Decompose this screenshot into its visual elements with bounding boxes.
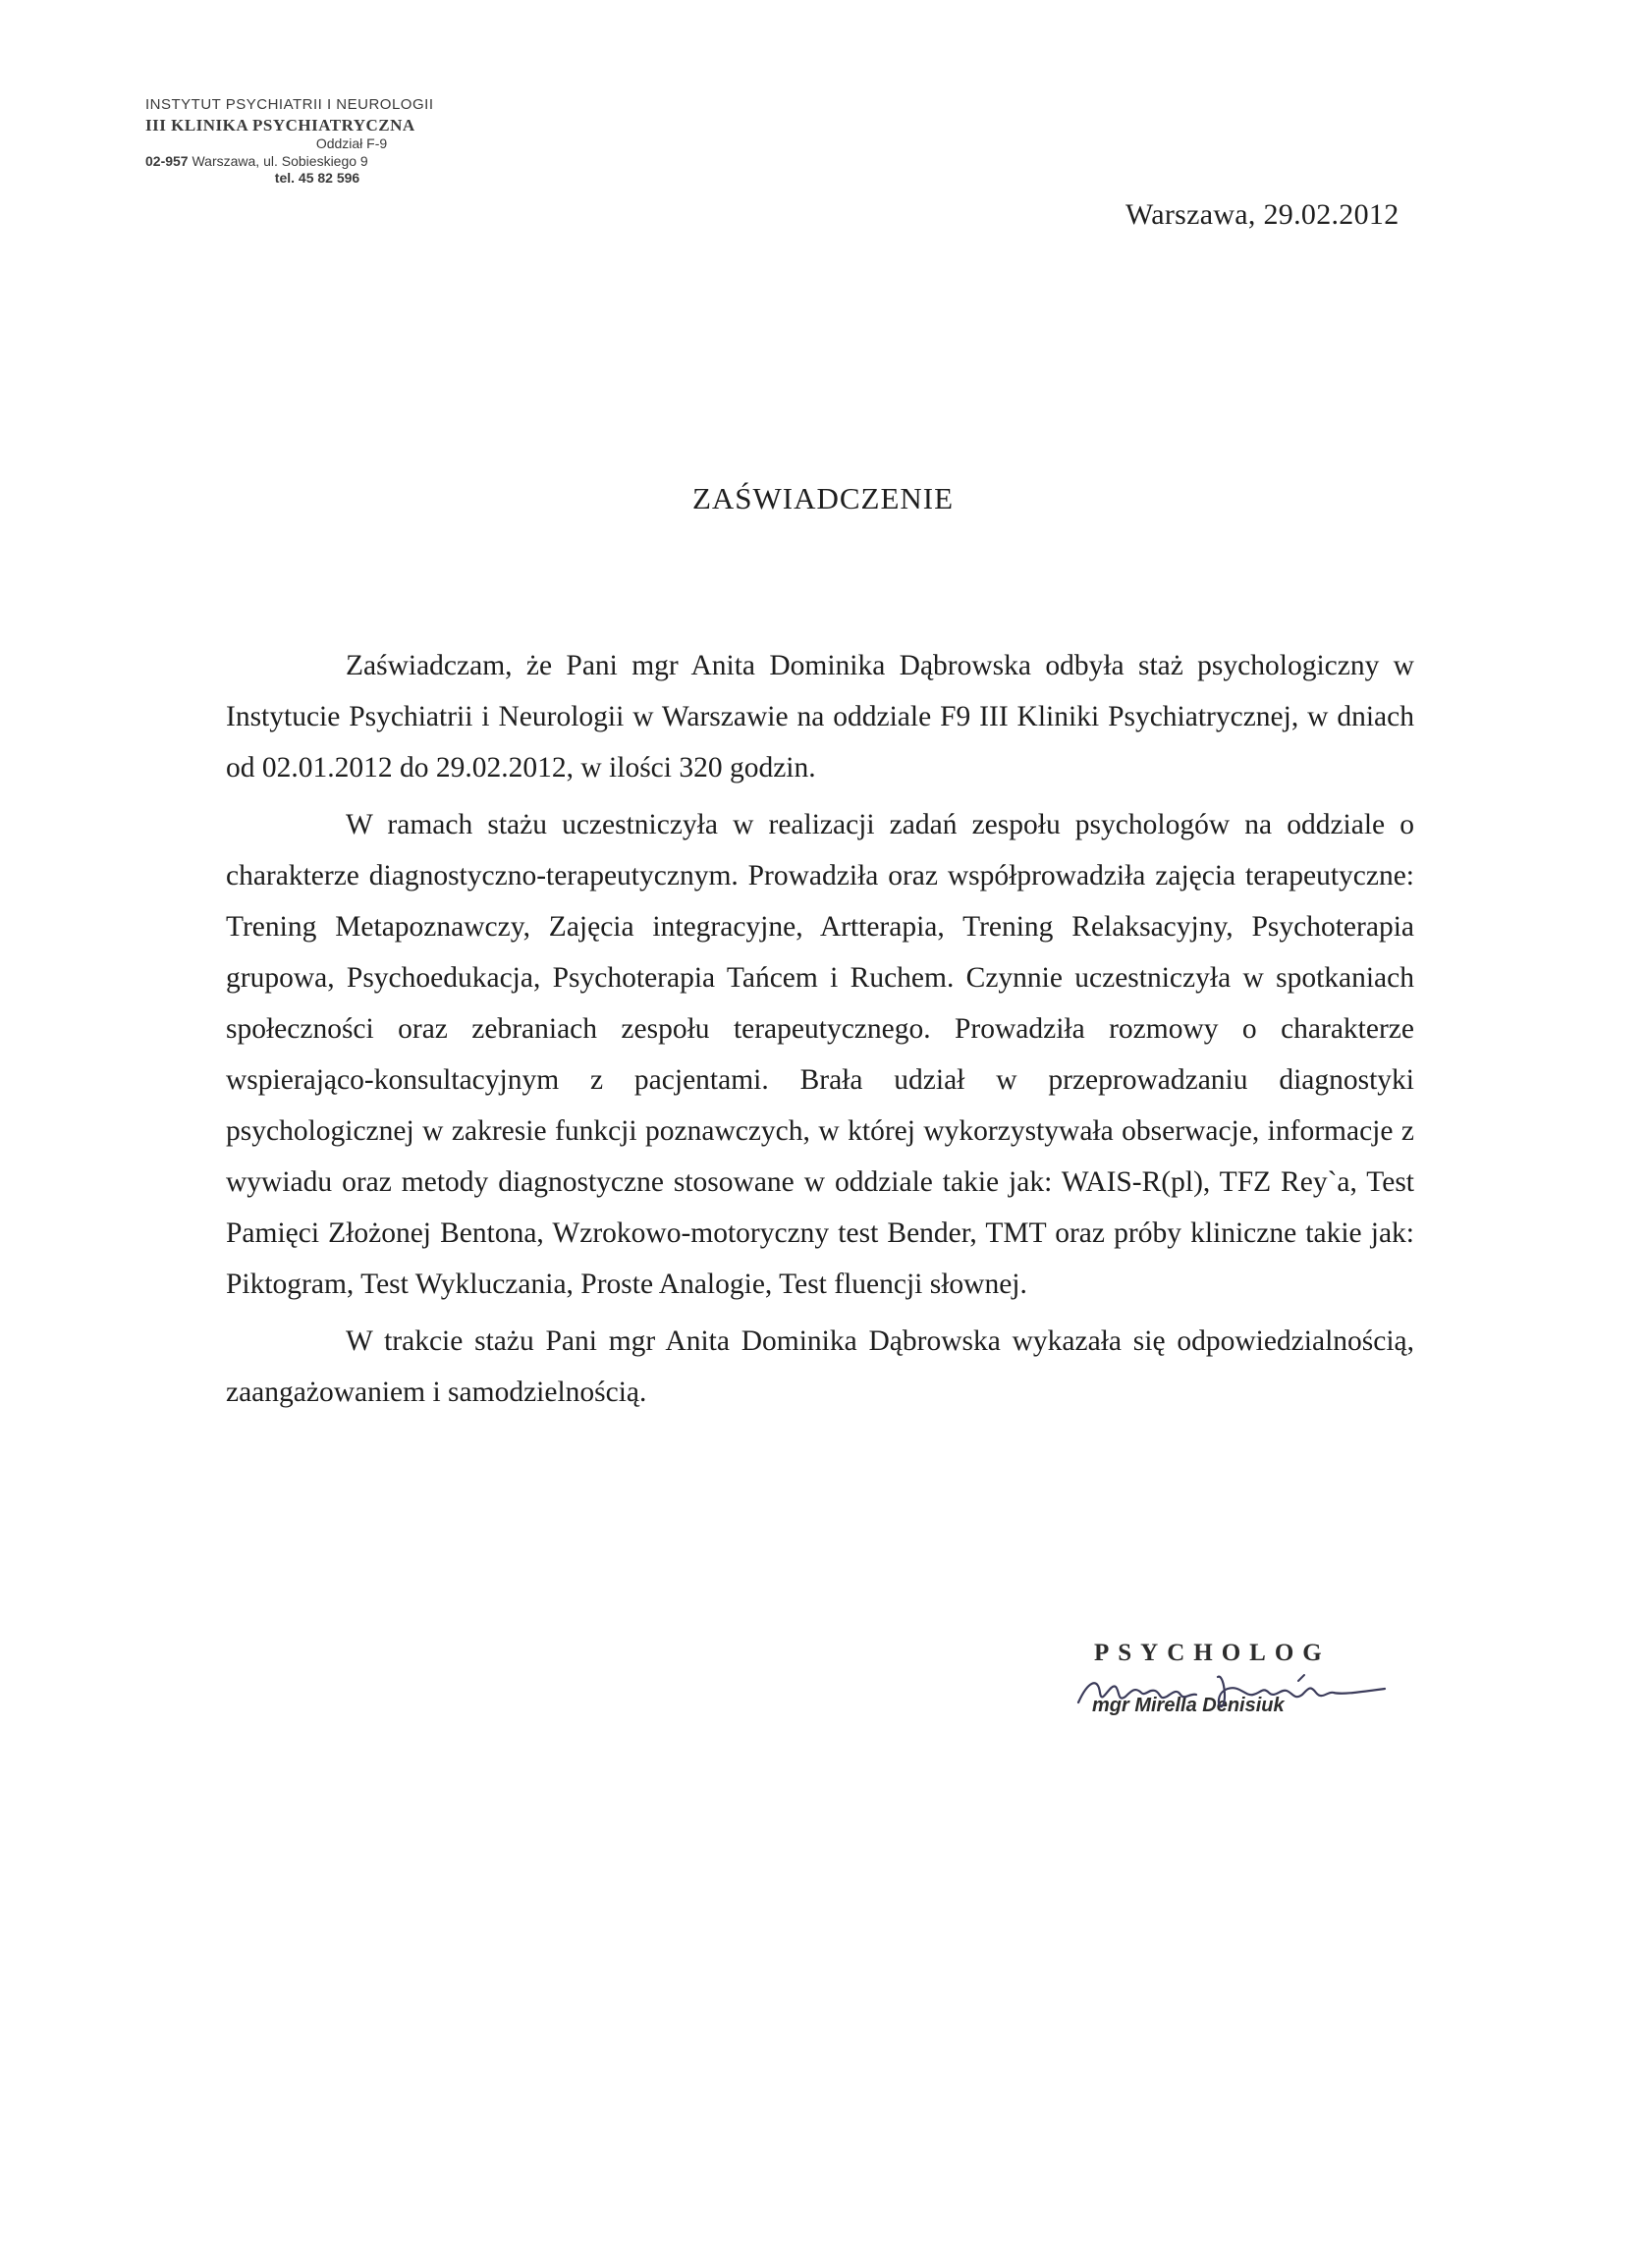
paragraph-1: Zaświadczam, że Pani mgr Anita Dominika Dąbrowska odbyła staż psychologiczny w Instytucie Psychiatrii i Neurologii w Warszawie na oddziale F9 III Kliniki Psychiatrycznej, w dniach od 02.01.2012 do 29.02.2012, w ilości 320 godzin.	[226, 650, 1414, 783]
stamp-institute: INSTYTUT PSYCHIATRII I NEUROLOGII	[145, 96, 434, 113]
handwritten-signature	[1061, 1663, 1414, 1714]
signature-scribble-icon	[1070, 1663, 1404, 1718]
paragraph-3: W trakcie stażu Pani mgr Anita Dominika Dąbrowska wykazała się odpowiedzialnością, zaangażowaniem i samodzielnością.	[226, 1325, 1414, 1408]
document-body	[226, 640, 1414, 1424]
stamp-phone: tel. 45 82 596	[274, 170, 360, 186]
signature-role: PSYCHOLOG	[1094, 1640, 1331, 1666]
stamp-clinic: III KLINIKA PSYCHIATRYCZNA	[145, 115, 415, 135]
stamp-address	[145, 153, 519, 171]
paragraph-2: W ramach stażu uczestniczyła w realizacji zadań zespołu psychologów na oddziale o charakterze diagnostyczno-terapeutycznym. Prowadziła oraz współprowadziła zajęcia terapeutyczne: Trening Metapoznawczy, Zajęcia integracyjne, Artterapia, Trening Relaksacyjny, Psychoterapia grupowa, Psychoedukacja, Psychoterapia Tańcem i Ruchem. Czynnie uczestniczyła w spotkaniach społeczności oraz zebraniach zespołu terapeutycznego. Prowadziła rozmowy o charakterze wspierająco-konsultacyjnym z pacjentami. Brała udział w przeprowadzaniu diagnostyki psychologicznej w zakresie funkcji poznawczych, w której wykorzystywała obserwacje, informacje z wywiadu oraz metody diagnostyczne stosowane w oddziale takie jak: WAIS-R(pl), TFZ Rey`a, Test Pamięci Złożonej Bentona, Wzrokowo-motoryczny test Bender, TMT oraz próby kliniczne takie jak: Piktogram, Test Wykluczania, Proste Analogie, Test fluencji słownej.	[226, 809, 1414, 1300]
stamp-ward: Oddział F-9	[315, 135, 388, 151]
stamp-street: Warszawa, ul. Sobieskiego 9	[192, 152, 368, 169]
document-date: Warszawa, 29.02.2012	[1125, 198, 1399, 231]
signature-name: mgr Mirella Denisiuk	[1092, 1695, 1285, 1716]
stamp-postal-code: 02-957	[145, 152, 189, 169]
institution-stamp	[145, 96, 519, 188]
document-title: ZAŚWIADCZENIE	[691, 481, 955, 515]
signature-stamp	[1061, 1640, 1414, 1717]
